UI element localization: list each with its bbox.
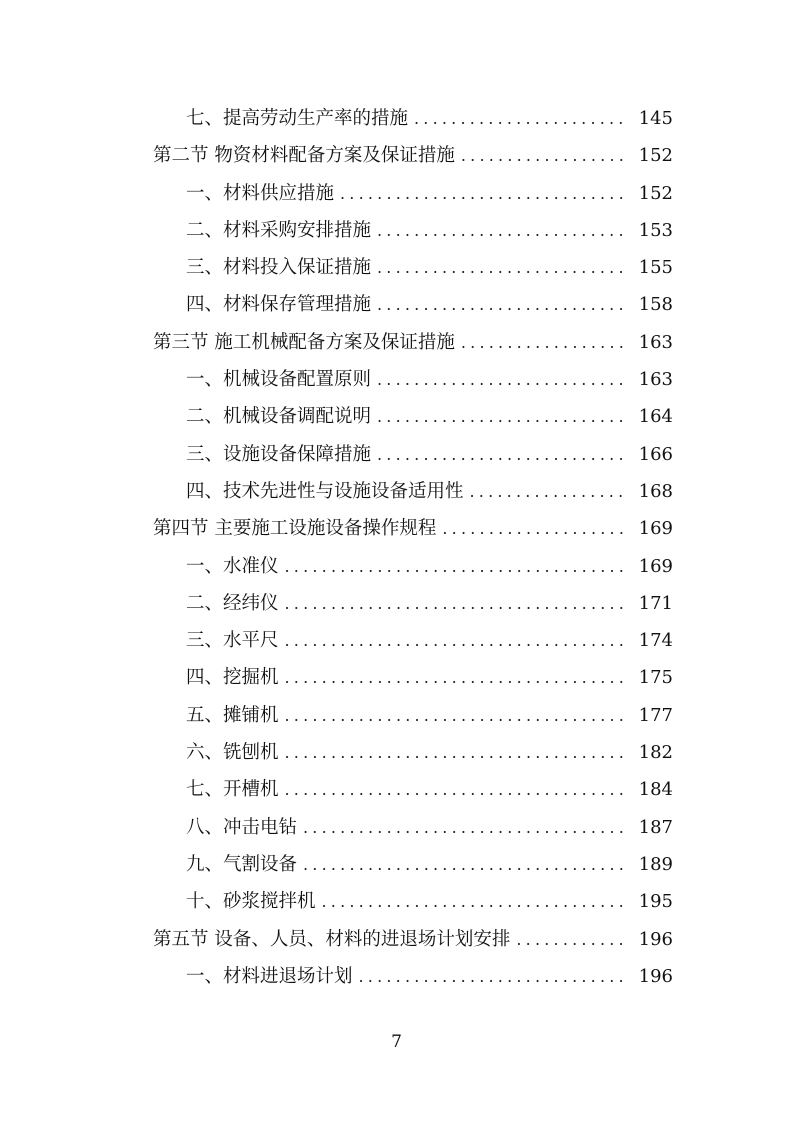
toc-entry-page: 195 [638, 891, 673, 913]
toc-entry-title: 第五节 设备、人员、材料的进退场计划安排 [153, 928, 511, 950]
toc-entry[interactable] [0, 846, 793, 883]
toc-entry[interactable] [0, 771, 793, 808]
toc-entry[interactable] [0, 622, 793, 659]
toc-entry-page: 168 [638, 480, 673, 502]
toc-entry[interactable] [0, 585, 793, 622]
toc-entry-title: 六、铣刨机 [186, 742, 279, 764]
toc-entry-page: 164 [638, 406, 673, 428]
toc-section-entry[interactable] [0, 510, 793, 547]
toc-entry-title: 五、摊铺机 [186, 704, 279, 726]
toc-entry-title: 三、水平尺 [186, 630, 279, 652]
toc-entry-title: 十、砂浆搅拌机 [186, 891, 316, 913]
toc-entry[interactable] [0, 398, 793, 435]
toc-entry[interactable] [0, 883, 793, 920]
toc-entry-title: 一、水准仪 [186, 555, 279, 577]
toc-dot-leader [285, 622, 629, 659]
toc-dot-leader [359, 958, 629, 995]
toc-entry-page: 153 [638, 219, 673, 241]
toc-entry-page: 174 [638, 630, 673, 652]
toc-dot-leader [303, 846, 629, 883]
toc-entry-page: 155 [638, 257, 673, 279]
toc-entry-title: 一、材料供应措施 [186, 182, 335, 204]
toc-dot-leader [377, 249, 629, 286]
toc-entry[interactable] [0, 100, 793, 137]
toc-entry-page: 171 [638, 592, 673, 614]
toc-dot-leader [285, 548, 629, 585]
toc-dot-leader [414, 100, 629, 137]
toc-dot-leader [285, 659, 629, 696]
toc-section-entry[interactable] [0, 921, 793, 958]
toc-entry-title: 四、材料保存管理措施 [186, 294, 372, 316]
toc-dot-leader [322, 883, 629, 920]
toc-entry-page: 196 [638, 928, 673, 950]
toc-entry-page: 175 [638, 667, 673, 689]
toc-entry[interactable] [0, 958, 793, 995]
toc-entry-page: 163 [638, 369, 673, 391]
toc-entry-title: 第四节 主要施工设施设备操作规程 [153, 518, 437, 540]
toc-entry[interactable] [0, 361, 793, 398]
toc-entry[interactable] [0, 809, 793, 846]
toc-entry-page: 177 [638, 704, 673, 726]
toc-entry-page: 158 [638, 294, 673, 316]
toc-dot-leader [285, 734, 629, 771]
toc-entry-title: 七、开槽机 [186, 779, 279, 801]
toc-entry-page: 182 [638, 742, 673, 764]
toc-entry[interactable] [0, 473, 793, 510]
table-of-contents [0, 100, 793, 995]
toc-entry[interactable] [0, 175, 793, 212]
toc-dot-leader [285, 585, 629, 622]
toc-entry-page: 145 [638, 108, 673, 129]
toc-dot-leader [285, 697, 629, 734]
toc-entry-title: 七、提高劳动生产率的措施 [186, 108, 409, 129]
toc-entry-page: 166 [638, 443, 673, 465]
toc-entry-page: 169 [638, 518, 673, 540]
toc-dot-leader [377, 436, 629, 473]
page-number: 7 [391, 1032, 402, 1052]
toc-dot-leader [461, 324, 629, 361]
toc-entry-title: 三、设施设备保障措施 [186, 443, 372, 465]
toc-entry[interactable] [0, 548, 793, 585]
toc-entry[interactable] [0, 659, 793, 696]
toc-dot-leader [461, 137, 629, 174]
toc-dot-leader [516, 921, 629, 958]
toc-entry[interactable] [0, 697, 793, 734]
toc-entry-title: 第三节 施工机械配备方案及保证措施 [153, 331, 455, 353]
toc-entry-title: 三、材料投入保证措施 [186, 257, 372, 279]
toc-entry[interactable] [0, 249, 793, 286]
toc-dot-leader [377, 286, 629, 323]
toc-entry-page: 163 [638, 331, 673, 353]
toc-entry-title: 八、冲击电钻 [186, 816, 298, 838]
toc-dot-leader [377, 361, 629, 398]
toc-dot-leader [285, 771, 629, 808]
toc-dot-leader [377, 398, 629, 435]
toc-entry-page: 184 [638, 779, 673, 801]
toc-dot-leader [442, 510, 629, 547]
toc-dot-leader [470, 473, 629, 510]
toc-dot-leader [303, 809, 629, 846]
toc-entry-title: 第二节 物资材料配备方案及保证措施 [153, 145, 455, 167]
toc-section-entry[interactable] [0, 137, 793, 174]
toc-entry-title: 四、挖掘机 [186, 667, 279, 689]
toc-entry[interactable] [0, 212, 793, 249]
toc-entry-title: 二、材料采购安排措施 [186, 219, 372, 241]
toc-entry[interactable] [0, 734, 793, 771]
toc-entry-page: 196 [638, 965, 673, 987]
toc-entry-title: 四、技术先进性与设施设备适用性 [186, 480, 464, 502]
toc-entry-title: 九、气割设备 [186, 853, 298, 875]
toc-entry-title: 二、机械设备调配说明 [186, 406, 372, 428]
toc-entry-title: 一、机械设备配置原则 [186, 369, 372, 391]
toc-entry-page: 189 [638, 853, 673, 875]
toc-entry[interactable] [0, 436, 793, 473]
toc-dot-leader [377, 212, 629, 249]
toc-entry[interactable] [0, 286, 793, 323]
toc-entry-page: 152 [638, 182, 673, 204]
toc-entry-page: 187 [638, 816, 673, 838]
toc-entry-title: 一、材料进退场计划 [186, 965, 353, 987]
toc-section-entry[interactable] [0, 324, 793, 361]
toc-entry-page: 152 [638, 145, 673, 167]
toc-entry-title: 二、经纬仪 [186, 592, 279, 614]
toc-dot-leader [340, 175, 629, 212]
toc-entry-page: 169 [638, 555, 673, 577]
